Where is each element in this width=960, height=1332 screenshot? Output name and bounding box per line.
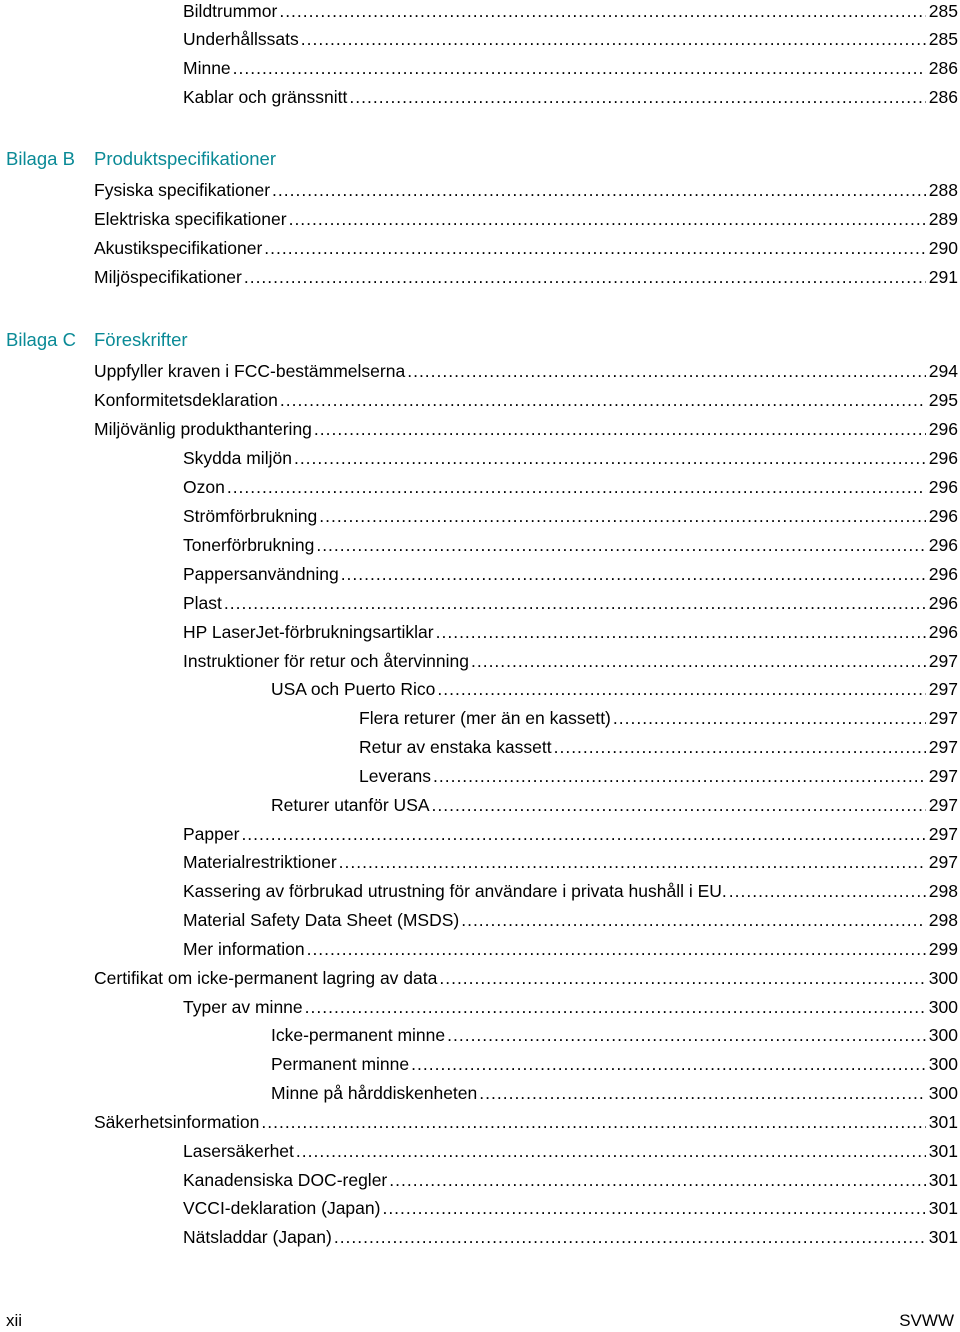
leader-dots [411, 1053, 926, 1075]
leader-dots [316, 534, 925, 556]
toc-entry-page: 285 [928, 1, 958, 21]
leader-dots [389, 1169, 926, 1191]
leader-dots [613, 707, 926, 729]
toc-entry-page: 297 [928, 852, 958, 872]
leader-dots [227, 476, 926, 498]
toc-entry-label: Nätsladdar (Japan) [183, 1227, 332, 1247]
toc-entry-page: 298 [928, 910, 958, 930]
toc-entry-label: Material Safety Data Sheet (MSDS) [183, 910, 460, 930]
toc-entry-label: VCCI-deklaration (Japan) [183, 1198, 381, 1218]
toc-entry[interactable] [183, 880, 958, 902]
toc-entry-label: Materialrestriktioner [183, 852, 337, 872]
leader-dots [224, 592, 926, 614]
leader-dots [241, 823, 925, 845]
leader-dots [233, 57, 926, 79]
leader-dots [447, 1024, 926, 1046]
toc-entry[interactable] [94, 237, 958, 259]
toc-entry[interactable] [94, 179, 958, 201]
appendix-label: Bilaga B [6, 148, 75, 169]
toc-entry-page: 300 [928, 1025, 958, 1045]
toc-entry-label: Permanent minne [271, 1054, 410, 1074]
toc-entry-page: 286 [928, 58, 958, 78]
toc-entry-label: Retur av enstaka kassett [359, 737, 552, 757]
toc-entry-label: Lasersäkerhet [183, 1141, 294, 1161]
toc-entry[interactable] [183, 996, 958, 1018]
toc-entry-page: 296 [928, 593, 958, 613]
toc-entry-page: 297 [928, 766, 958, 786]
toc-entry-page: 300 [928, 997, 958, 1017]
toc-entry-page: 296 [928, 448, 958, 468]
toc-entry[interactable] [94, 1111, 958, 1133]
toc-entry[interactable] [94, 418, 958, 440]
leader-dots [334, 1226, 926, 1248]
toc-entry[interactable] [271, 794, 958, 816]
toc-entry[interactable] [359, 736, 958, 758]
toc-entry-label: Akustikspecifikationer [94, 238, 263, 258]
toc-entry-page: 296 [928, 564, 958, 584]
toc-entry-page: 294 [928, 361, 958, 381]
toc-entry[interactable] [359, 707, 958, 729]
toc-entry[interactable] [94, 208, 958, 230]
toc-entry-page: 301 [928, 1198, 958, 1218]
toc-entry-page: 296 [928, 506, 958, 526]
toc-entry-label: Elektriska specifikationer [94, 209, 287, 229]
leader-dots [339, 851, 926, 873]
leader-dots [244, 266, 926, 288]
toc-entry-label: USA och Puerto Rico [271, 679, 436, 699]
toc-entry[interactable] [94, 389, 958, 411]
toc-entry-page: 300 [928, 1054, 958, 1074]
leader-dots [471, 650, 926, 672]
toc-entry[interactable] [183, 851, 958, 873]
toc-entry-page: 297 [928, 824, 958, 844]
leader-dots [289, 208, 926, 230]
leader-dots [439, 967, 925, 989]
toc-entry-page: 298 [928, 881, 958, 901]
toc-entry-label: Instruktioner för retur och återvinning [183, 651, 469, 671]
toc-entry-label: Fysiska specifikationer [94, 180, 271, 200]
toc-entry[interactable] [183, 1169, 958, 1191]
leader-dots [436, 621, 926, 643]
toc-entry-page: 300 [928, 968, 958, 988]
toc-entry-label: Plast [183, 593, 222, 613]
toc-entry[interactable] [183, 1140, 958, 1162]
toc-entry[interactable] [183, 86, 958, 108]
leader-dots [554, 736, 926, 758]
toc-entry-label: Returer utanför USA [271, 795, 430, 815]
leader-dots [437, 678, 925, 700]
toc-entry-label: Kablar och gränssnitt [183, 87, 348, 107]
toc-entry-page: 296 [928, 622, 958, 642]
toc-entry-label: Miljöspecifikationer [94, 267, 242, 287]
toc-entry[interactable] [183, 505, 958, 527]
toc-entry-page: 301 [928, 1227, 958, 1247]
toc-entry-label: Strömförbrukning [183, 506, 318, 526]
leader-dots [341, 563, 926, 585]
toc-entry[interactable] [183, 1226, 958, 1248]
toc-entry-label: Säkerhetsinformation [94, 1112, 260, 1132]
leader-dots [264, 237, 926, 259]
footer-page-number: xii [6, 1311, 23, 1330]
leader-dots [319, 505, 926, 527]
toc-entry[interactable] [183, 823, 958, 845]
toc-entry[interactable] [183, 592, 958, 614]
leader-dots [382, 1197, 925, 1219]
appendix-title: Föreskrifter [94, 329, 188, 350]
toc-entry-page: 296 [928, 477, 958, 497]
leader-dots [314, 418, 926, 440]
leader-dots [296, 1140, 926, 1162]
toc-entry[interactable] [183, 563, 958, 585]
toc-entry[interactable] [183, 621, 958, 643]
toc-entry[interactable] [94, 266, 958, 288]
toc-entry[interactable] [359, 765, 958, 787]
toc-entry-label: Icke-permanent minne [271, 1025, 446, 1045]
toc-entry-page: 296 [928, 535, 958, 555]
leader-dots [407, 360, 926, 382]
footer-edition: SVWW [899, 1311, 954, 1330]
leader-dots [261, 1111, 925, 1133]
toc-entry-page: 289 [928, 209, 958, 229]
leader-dots [301, 28, 926, 50]
toc-entry[interactable] [183, 0, 958, 22]
toc-entry-label: Uppfyller kraven i FCC-bestämmelserna [94, 361, 406, 381]
toc-entry[interactable] [271, 1082, 958, 1104]
toc-entry[interactable] [183, 1197, 958, 1219]
toc-entry-page: 297 [928, 795, 958, 815]
toc-entry-label: Typer av minne [183, 997, 303, 1017]
toc-entry-page: 296 [928, 419, 958, 439]
toc-entry-label: Leverans [359, 766, 431, 786]
leader-dots [433, 765, 926, 787]
toc-entry-page: 297 [928, 679, 958, 699]
toc-entry-label: Flera returer (mer än en kassett) [359, 708, 611, 728]
toc-entry[interactable] [183, 650, 958, 672]
toc-entry[interactable] [183, 938, 958, 960]
toc-entry-page: 299 [928, 939, 958, 959]
toc-entry-label: Kanadensiska DOC-regler [183, 1170, 388, 1190]
toc-entry-page: 301 [928, 1141, 958, 1161]
toc-entry-label: Ozon [183, 477, 225, 497]
appendix-b-heading[interactable] [6, 147, 276, 171]
toc-entry-label: Papper [183, 824, 240, 844]
toc-entry-label: HP LaserJet-förbrukningsartiklar [183, 622, 434, 642]
toc-entry[interactable] [183, 534, 958, 556]
toc-entry[interactable] [271, 678, 958, 700]
leader-dots [307, 938, 926, 960]
toc-entry-page: 297 [928, 651, 958, 671]
toc-entry-page: 286 [928, 87, 958, 107]
toc-entry-label: Underhållssats [183, 29, 299, 49]
toc-entry-page: 288 [928, 180, 958, 200]
toc-entry-page: 295 [928, 390, 958, 410]
appendix-title: Produktspecifikationer [94, 148, 277, 169]
toc-entry-page: 297 [928, 737, 958, 757]
toc-entry-page: 285 [928, 29, 958, 49]
toc-entry-label: Tonerförbrukning [183, 535, 315, 555]
leader-dots [280, 389, 926, 411]
appendix-c-heading[interactable] [6, 328, 188, 352]
toc-entry[interactable] [183, 476, 958, 498]
toc-entry-page: 291 [928, 267, 958, 287]
toc-entry-label: Konformitetsdeklaration [94, 390, 278, 410]
toc-entry-label: Certifikat om icke-permanent lagring av data [94, 968, 438, 988]
toc-entry[interactable] [183, 28, 958, 50]
leader-dots [349, 86, 925, 108]
toc-entry-page: 297 [928, 708, 958, 728]
toc-entry[interactable] [94, 967, 958, 989]
toc-entry-label: Bildtrummor [183, 1, 278, 21]
toc-entry-label: Minne på hårddiskenheten [271, 1083, 478, 1103]
leader-dots [294, 447, 926, 469]
leader-dots [461, 909, 926, 931]
toc-entry-label: Miljövänlig produkthantering [94, 419, 312, 439]
toc-entry-label: Pappersanvändning [183, 564, 339, 584]
leader-dots [279, 0, 925, 22]
toc-entry-label: Minne [183, 58, 231, 78]
toc-entry-page: 300 [928, 1083, 958, 1103]
toc-entry[interactable] [271, 1053, 958, 1075]
toc-entry-label: Skydda miljön [183, 448, 292, 468]
toc-entry[interactable] [94, 360, 958, 382]
appendix-label: Bilaga C [6, 329, 76, 350]
toc-entry-page: 301 [928, 1170, 958, 1190]
toc-entry-label: Mer information [183, 939, 305, 959]
toc-entry[interactable] [183, 57, 958, 79]
toc-entry[interactable] [183, 447, 958, 469]
toc-entry-page: 290 [928, 238, 958, 258]
toc-entry-page: 301 [928, 1112, 958, 1132]
leader-dots [305, 996, 926, 1018]
toc-entry[interactable] [271, 1024, 958, 1046]
leader-dots [432, 794, 926, 816]
leader-dots [479, 1082, 926, 1104]
leader-dots [272, 179, 926, 201]
toc-entry[interactable] [183, 909, 958, 931]
leader-dots [729, 880, 926, 902]
toc-entry-label: Kassering av förbrukad utrustning för användare i privata hushåll i EU. [183, 881, 727, 901]
